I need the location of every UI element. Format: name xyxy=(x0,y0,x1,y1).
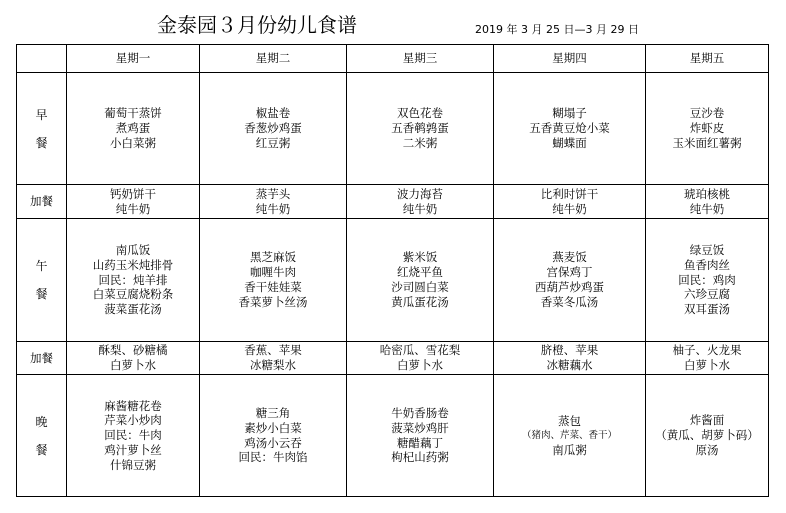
dish-note: （黄瓜、胡萝卜码） xyxy=(655,428,759,443)
day-header: 星期三 xyxy=(347,45,494,73)
dish-line: 鱼香肉丝 xyxy=(684,257,730,272)
menu-cell xyxy=(347,73,494,185)
dish-line: 香蕉、苹果 xyxy=(244,343,302,358)
dish-line: 黑芝麻饭 xyxy=(250,250,296,265)
dish-line: 纯牛奶 xyxy=(689,201,725,216)
meal-label xyxy=(17,73,67,185)
dish-line: 脐橙、苹果 xyxy=(540,343,599,358)
menu-cell xyxy=(200,375,347,497)
meal-label: 加餐 xyxy=(17,185,67,219)
dish-line: 五香鹌鹑蛋 xyxy=(391,121,449,136)
dish-line: 酥梨、砂糖橘 xyxy=(98,343,168,358)
dish-line: 琥珀核桃 xyxy=(684,186,730,201)
dish-line: 纯牛奶 xyxy=(255,201,291,216)
table-row xyxy=(17,342,769,375)
menu-cell xyxy=(646,219,769,342)
dish-line: 回民：牛肉馅 xyxy=(238,450,308,465)
menu-cell xyxy=(646,73,769,185)
dish-line: 西葫芦炒鸡蛋 xyxy=(535,280,604,294)
dish-line: 素炒小白菜 xyxy=(244,420,302,435)
dish-line: 南瓜粥 xyxy=(552,442,587,457)
dish-line: 回民：鸡肉 xyxy=(678,272,736,287)
table-row xyxy=(17,375,769,497)
menu-cell xyxy=(494,342,646,375)
dish-line: 玉米面红薯粥 xyxy=(672,135,742,150)
dish-line: 哈密瓜、雪花梨 xyxy=(379,343,461,358)
dish-line: 黄瓜蛋花汤 xyxy=(391,294,449,309)
menu-cell xyxy=(494,219,646,342)
dish-line: 香干娃娃菜 xyxy=(244,280,302,294)
dish-line: 五香黄豆炝小菜 xyxy=(529,121,610,136)
menu-cell xyxy=(200,219,347,342)
dish-line: 炸虾皮 xyxy=(689,121,725,136)
dish-line: 白菜豆腐烧粉条 xyxy=(92,287,174,302)
dish-line: 香菜冬瓜汤 xyxy=(540,294,599,309)
dish-line: 二米粥 xyxy=(402,135,438,150)
dish-line: 椒盐卷 xyxy=(255,106,291,121)
dish-line: 牛奶香肠卷 xyxy=(391,405,449,420)
day-header: 星期二 xyxy=(200,45,347,73)
table-header-row xyxy=(17,45,769,73)
dish-line: 紫米饭 xyxy=(402,250,438,265)
menu-cell xyxy=(646,342,769,375)
dish-line: 糊塌子 xyxy=(552,106,587,121)
dish-note: （猪肉、芹菜、香干） xyxy=(521,429,617,441)
dish-line: 柚子、火龙果 xyxy=(672,343,742,358)
dish-line: 燕麦饭 xyxy=(552,250,587,265)
corner-cell xyxy=(17,45,67,73)
menu-cell xyxy=(347,219,494,342)
meal-label xyxy=(17,375,67,497)
table-row xyxy=(17,219,769,342)
dish-line: 南瓜饭 xyxy=(115,243,151,257)
day-header: 星期五 xyxy=(646,45,769,73)
page-title: 金泰园３月份幼儿食谱 xyxy=(157,13,357,37)
date-range: 2019 年 3 月 25 日—3 月 29 日 xyxy=(475,23,639,36)
dish-line: 双耳蛋汤 xyxy=(684,302,730,317)
meal-label-char: 午 xyxy=(35,259,48,273)
dish-line: 蒸包 xyxy=(558,413,581,428)
menu-cell xyxy=(200,73,347,185)
dish-line: 芹菜小炒肉 xyxy=(104,413,162,428)
day-header: 星期一 xyxy=(67,45,200,73)
dish-line: 双色花卷 xyxy=(397,106,443,121)
menu-cell xyxy=(646,185,769,219)
dish-line: 白萝卜水 xyxy=(397,358,443,372)
dish-line: 钙奶饼干 xyxy=(110,186,156,201)
dish-line: 沙司圆白菜 xyxy=(391,280,449,294)
dish-line: 六珍豆腐 xyxy=(684,287,730,302)
dish-line: 比利时饼干 xyxy=(540,186,599,201)
dish-line: 原汤 xyxy=(695,442,719,457)
dish-line: 咖喱牛肉 xyxy=(250,265,296,280)
menu-cell xyxy=(200,342,347,375)
dish-line: 纯牛奶 xyxy=(552,201,587,216)
menu-cell xyxy=(494,73,646,185)
dish-line: 鸡汤小云吞 xyxy=(244,435,302,450)
dish-line: 蒸芋头 xyxy=(255,186,291,201)
dish-line: 绿豆饭 xyxy=(689,243,725,257)
dish-line: 香葱炒鸡蛋 xyxy=(244,121,302,136)
menu-cell xyxy=(200,185,347,219)
dish-line: 山药玉米炖排骨 xyxy=(92,257,174,272)
dish-line: 波力海苔 xyxy=(397,186,443,201)
dish-line: 纯牛奶 xyxy=(115,201,151,216)
dish-line: 糖三角 xyxy=(255,405,291,420)
meal-label-char: 餐 xyxy=(35,135,48,150)
menu-cell xyxy=(67,375,200,497)
menu-cell xyxy=(67,185,200,219)
dish-line: 煮鸡蛋 xyxy=(115,121,151,136)
menu-cell xyxy=(67,342,200,375)
menu-cell xyxy=(67,219,200,342)
dish-line: 宫保鸡丁 xyxy=(546,265,593,280)
meal-label-char: 餐 xyxy=(35,287,48,301)
dish-line: 麻酱糖花卷 xyxy=(104,398,162,413)
dish-line: 鸡汁萝卜丝 xyxy=(104,442,162,457)
dish-line: 枸杞山药粥 xyxy=(391,450,449,465)
meal-label xyxy=(17,219,67,342)
dish-line: 糖醋藕丁 xyxy=(397,435,443,450)
dish-line: 红豆粥 xyxy=(255,135,291,150)
dish-line: 菠菜蛋花汤 xyxy=(104,302,162,317)
table-row xyxy=(17,73,769,185)
dish-line: 白萝卜水 xyxy=(110,358,156,372)
meal-label: 加餐 xyxy=(17,342,67,375)
dish-line: 蝴蝶面 xyxy=(552,135,587,150)
menu-cell xyxy=(347,375,494,497)
dish-line: 白萝卜水 xyxy=(684,358,730,372)
menu-cell xyxy=(347,342,494,375)
dish-line: 纯牛奶 xyxy=(402,201,438,216)
menu-cell xyxy=(67,73,200,185)
dish-line: 菠菜炒鸡肝 xyxy=(391,420,449,435)
dish-line: 回民：牛肉 xyxy=(104,428,162,443)
dish-line: 什锦豆粥 xyxy=(110,457,156,472)
dish-line: 葡萄干蒸饼 xyxy=(104,106,162,121)
dish-line: 冰糖藕水 xyxy=(546,358,593,372)
menu-cell xyxy=(646,375,769,497)
dish-line: 小白菜粥 xyxy=(110,135,156,150)
dish-line: 炸酱面 xyxy=(689,413,725,428)
dish-line: 香菜萝卜丝汤 xyxy=(238,294,308,309)
dish-line: 豆沙卷 xyxy=(689,106,725,121)
menu-table xyxy=(16,44,769,497)
meal-label-char: 餐 xyxy=(35,442,48,457)
day-header: 星期四 xyxy=(494,45,646,73)
menu-cell xyxy=(347,185,494,219)
menu-cell xyxy=(494,185,646,219)
dish-line: 回民：炖羊排 xyxy=(98,272,168,287)
menu-cell xyxy=(494,375,646,497)
meal-label-char: 早 xyxy=(35,107,48,122)
dish-line: 红烧平鱼 xyxy=(397,265,443,280)
table-row xyxy=(17,185,769,219)
dish-line: 冰糖梨水 xyxy=(250,358,296,372)
meal-label-char: 晚 xyxy=(35,414,48,429)
